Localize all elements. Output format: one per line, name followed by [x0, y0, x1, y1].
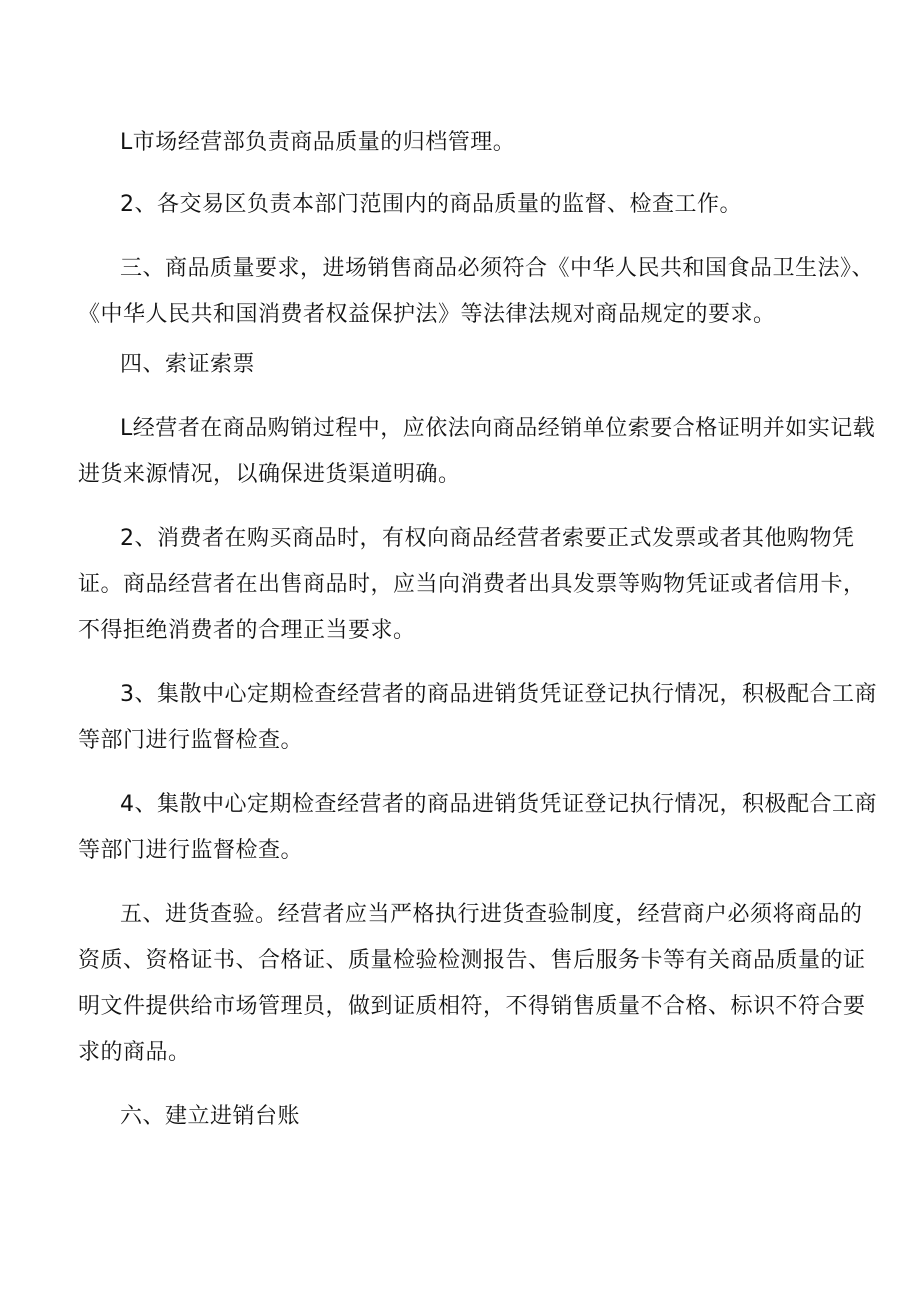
paragraph-operator-certificates: L经营者在商品购销过程中，应依法向商品经销单位索要合格证明并如实记载进货来源情况，以确保进货渠道明确。 [78, 416, 876, 487]
paragraph-quality-requirements: 三、商品质量要求，进场销售商品必须符合《中华人民共和国食品卫生法》、《中华人民共和国消费者权益保护法》等法律法规对商品规定的要求。 [78, 256, 875, 327]
paragraph-consumer-invoices: 2、消费者在购买商品时，有权向商品经营者索要正式发票或者其他购物凭证。商品经营者在出售商品时，应当向消费者出具发票等购物凭证或者信用卡，不得拒绝消费者的合理正当要求。 [78, 526, 866, 643]
document-page [78, 120, 878, 1140]
section-heading-sales-ledger: 六、建立进销台账 [120, 1104, 301, 1129]
paragraph-purchase-inspection: 五、进货查验。经营者应当严格执行进货查验制度，经营商户必须将商品的资质、资格证书、合格证、质量检验检测报告、售后服务卡等有关商品质量的证明文件提供给市场管理员，做到证质相符，不得销售质量不合格、标识不符合要求的商品。 [78, 902, 866, 1065]
section-heading-certificates-invoices: 四、索证索票 [120, 352, 256, 377]
paragraph-inspection-3: 3、集散中心定期检查经营者的商品进销货凭证登记执行情况，积极配合工商等部门进行监督检查。 [78, 682, 877, 753]
paragraph-trading-area-supervision: 2、各交易区负责本部门范围内的商品质量的监督、检查工作。 [120, 192, 742, 217]
paragraph-inspection-4: 4、集散中心定期检查经营者的商品进销货凭证登记执行情况，积极配合工商等部门进行监督检查。 [78, 792, 877, 863]
paragraph-archive-management: L市场经营部负责商品质量的归档管理。 [120, 130, 516, 155]
